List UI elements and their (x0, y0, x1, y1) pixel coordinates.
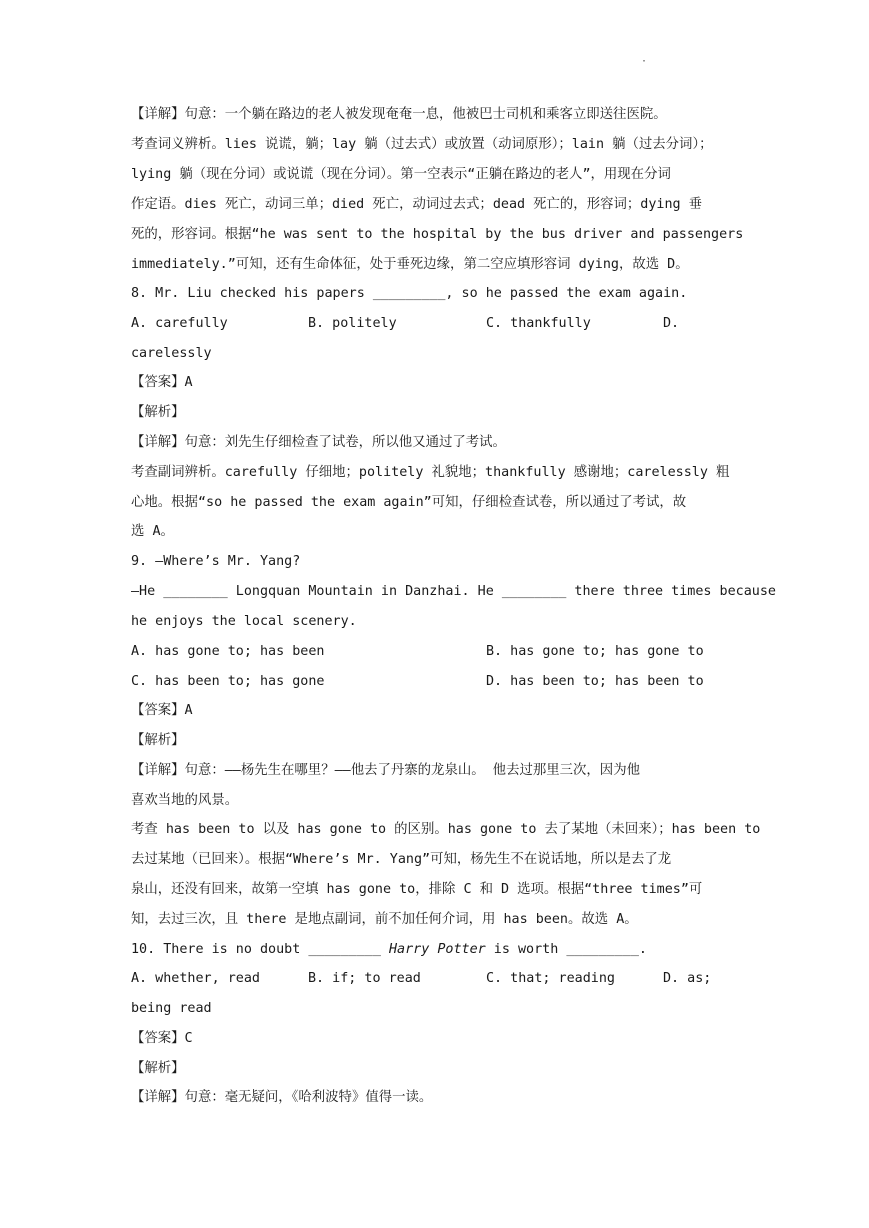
q9-explain-line: 去过某地（已回来）。根据“Where’s Mr. Yang”可知，杨先生不在说话地，所以是去了龙 (131, 852, 672, 867)
q9-option-d: D. has been to; has been to (486, 674, 704, 689)
q9-explain-line: 喜欢当地的风景。 (131, 793, 239, 808)
q8-option-b: B. politely (308, 316, 397, 331)
q10-stem-pre: 10. There is no doubt _________ (131, 942, 389, 957)
q9-stem: —He ________ Longquan Mountain in Danzhai. He ________ there three times because (131, 584, 776, 599)
q8-explain-line: 心地。根据“so he passed the exam again”可知，仔细检查试卷，所以通过了考试，故 (131, 495, 687, 510)
q9-answer: 【答案】A (131, 703, 193, 718)
q8-option-c: C. thankfully (486, 316, 591, 331)
q9-explain-line: 考查 has been to 以及 has gone to 的区别。has gone to 去了某地（未回来）；has been to (131, 822, 761, 837)
q10-option-d: D. as; (663, 971, 712, 986)
q10-option-c: C. that; reading (486, 971, 615, 986)
q10-analysis-heading: 【解析】 (131, 1061, 185, 1076)
header-dot: · (641, 56, 648, 67)
q8-analysis-heading: 【解析】 (131, 405, 185, 420)
q9-analysis-heading: 【解析】 (131, 733, 185, 748)
q10-explain-line: 【详解】句意：毫无疑问，《哈利波特》值得一读。 (131, 1090, 433, 1105)
q8-explain-line: 【详解】句意：刘先生仔细检查了试卷，所以他又通过了考试。 (131, 435, 506, 450)
q8-option-d: D. (663, 316, 680, 331)
q7-explain-line: 作定语。dies 死亡，动词三单；died 死亡，动词过去式；dead 死亡的，形容词；dying 垂 (131, 197, 703, 212)
q8-stem: 8. Mr. Liu checked his papers _________, so he passed the exam again. (131, 286, 688, 301)
q10-option-b: B. if; to read (308, 971, 421, 986)
q7-explain-line: 考查词义辨析。lies 说谎，躺；lay 躺（过去式）或放置（动词原形）；lain 躺（过去分词）； (131, 137, 713, 152)
q8-explain-line: 选 A。 (131, 524, 174, 539)
q8-option-d-text: carelessly (131, 346, 212, 361)
q8-answer: 【答案】A (131, 375, 193, 390)
q8-explain-line: 考查副词辨析。carefully 仔细地；politely 礼貌地；thankfully 感谢地；carelessly 粗 (131, 465, 730, 480)
q9-explain-line: 泉山，还没有回来，故第一空填 has gone to，排除 C 和 D 选项。根据“three times”可 (131, 882, 703, 897)
q10-stem (131, 941, 741, 959)
q7-explain-line: immediately.”可知，还有生命体征，处于垂死边缘，第二空应填形容词 dying，故选 D。 (131, 257, 689, 272)
q9-explain-line: 知，去过三次，且 there 是地点副词，前不加任何介词，用 has been。故选 A。 (131, 912, 638, 927)
q7-explain-line: 【详解】句意：一个躺在路边的老人被发现奄奄一息，他被巴士司机和乘客立即送往医院。 (131, 107, 667, 122)
q9-option-a: A. has gone to; has been (131, 644, 325, 659)
q9-stem: he enjoys the local scenery. (131, 614, 357, 629)
q10-option-d-text: being read (131, 1001, 212, 1016)
q8-option-a: A. carefully (131, 316, 228, 331)
q10-answer: 【答案】C (131, 1031, 193, 1046)
q7-explain-line: lying 躺（现在分词）或说谎（现在分词）。第一空表示“正躺在路边的老人”，用现在分词 (131, 167, 671, 182)
q10-stem-post: is worth _________. (485, 942, 647, 957)
q10-stem-title: Harry Potter (388, 942, 486, 957)
q10-option-a: A. whether, read (131, 971, 260, 986)
q9-explain-line: 【详解】句意：——杨先生在哪里？——他去了丹寨的龙泉山。 他去过那里三次，因为他 (131, 763, 640, 778)
q9-stem: 9. —Where’s Mr. Yang? (131, 554, 301, 569)
q9-option-b: B. has gone to; has gone to (486, 644, 704, 659)
q7-explain-line: 死的，形容词。根据“he was sent to the hospital by the bus driver and passengers (131, 227, 744, 242)
q9-option-c: C. has been to; has gone (131, 674, 325, 689)
